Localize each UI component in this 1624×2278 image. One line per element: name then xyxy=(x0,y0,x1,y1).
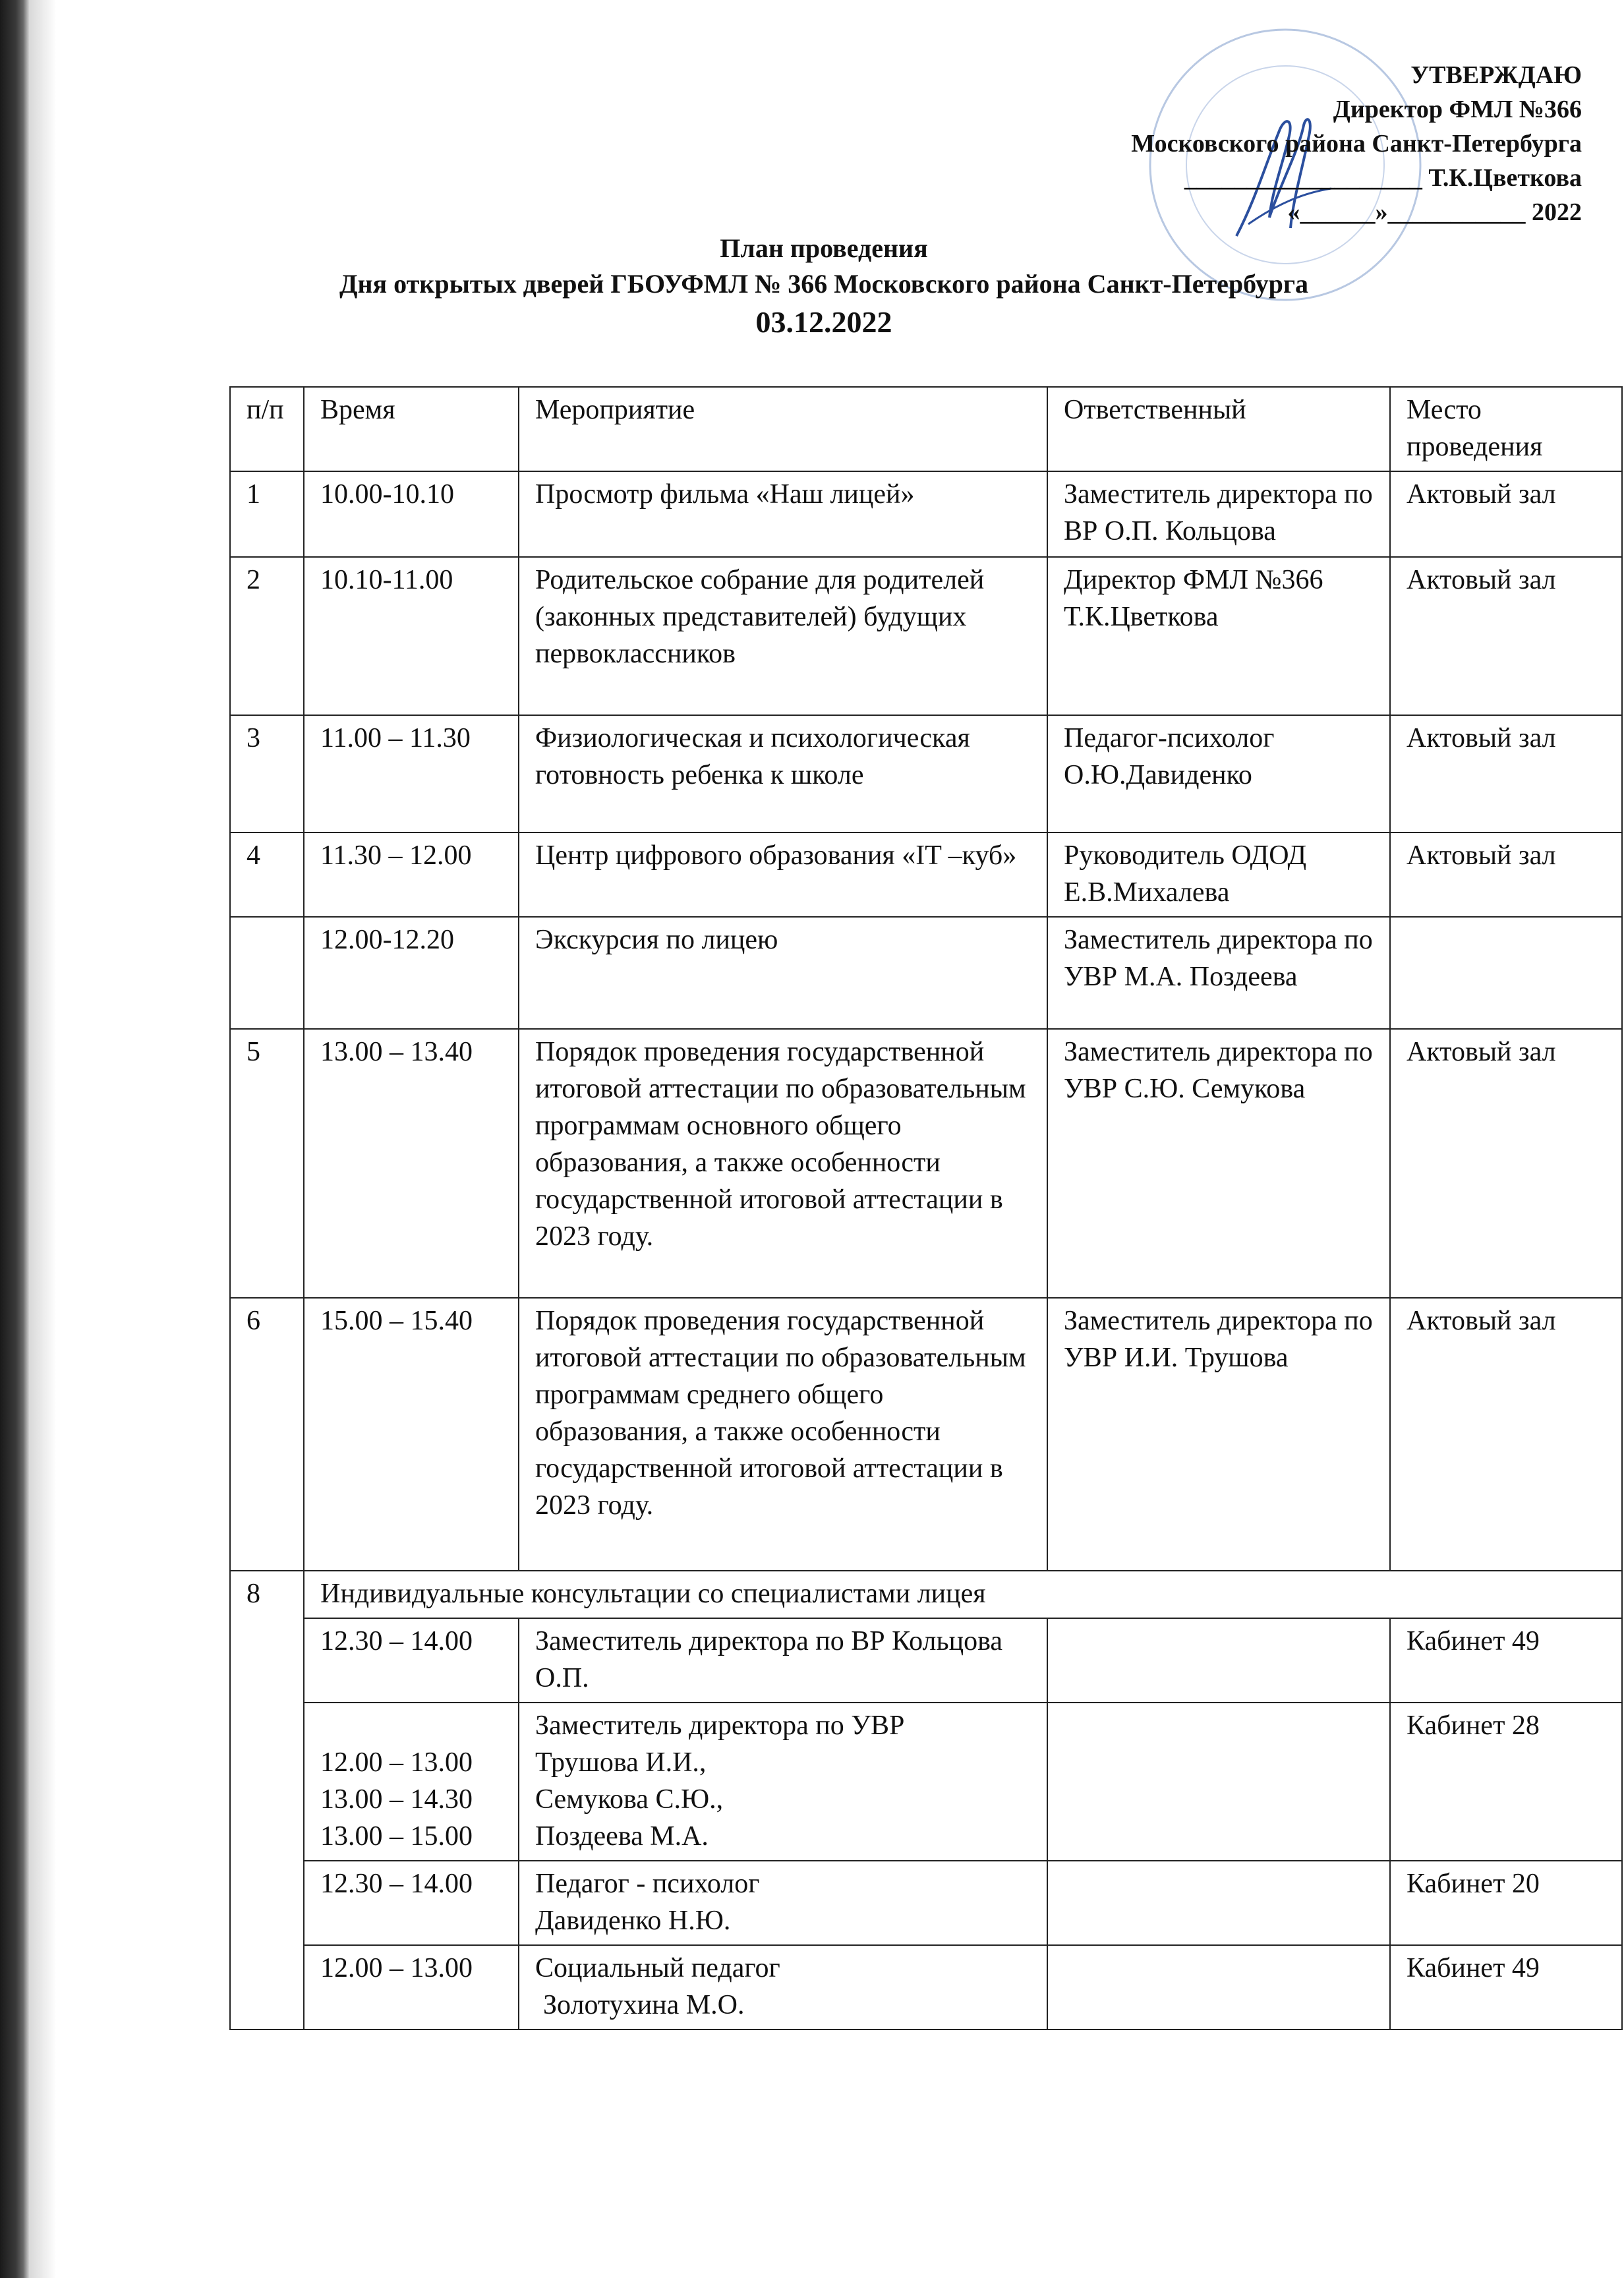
consult-times xyxy=(304,1703,519,1861)
row-place: Актовый зал xyxy=(1390,1029,1622,1298)
row-time: 13.00 – 13.40 xyxy=(304,1029,519,1298)
row-event: Родительское собрание для родителей (законных представителей) будущих первоклассников xyxy=(519,557,1047,715)
row-event: Порядок проведения государственной итоговой аттестации по образовательным программам основного общего образования, а также особенности государственной итоговой аттестации в 2023 году. xyxy=(519,1029,1047,1298)
row-responsible: Педагог-психолог О.Ю.Давиденко xyxy=(1047,715,1390,832)
row-time: 10.00-10.10 xyxy=(304,471,519,557)
consult-specialist xyxy=(519,1703,1047,1861)
consult-position: Социальный педагог xyxy=(535,1953,780,1983)
scan-dark-edge xyxy=(0,0,29,2278)
consult-place: Кабинет 49 xyxy=(1390,1945,1622,2030)
row-number: 4 xyxy=(230,832,304,917)
consult-name: Давиденко Н.Ю. xyxy=(535,1906,731,1936)
row-responsible: Директор ФМЛ №366 Т.К.Цветкова xyxy=(1047,557,1390,715)
consult-position: Заместитель директора по УВР xyxy=(535,1710,905,1741)
consult-empty-cell xyxy=(1047,1618,1390,1703)
row-place: Актовый зал xyxy=(1390,471,1622,557)
consult-row xyxy=(230,1945,1622,2030)
consult-place: Кабинет 28 xyxy=(1390,1703,1622,1861)
table-row xyxy=(230,1029,1622,1298)
table-header-row xyxy=(230,387,1622,471)
scan-light-edge xyxy=(29,0,55,2278)
row-number: 2 xyxy=(230,557,304,715)
row-responsible: Заместитель директора по УВР С.Ю. Семукова xyxy=(1047,1029,1390,1298)
consult-name: Золотухина М.О. xyxy=(543,1990,745,2020)
row-number: 6 xyxy=(230,1298,304,1571)
consult-specialist xyxy=(519,1861,1047,1945)
row-time: 11.30 – 12.00 xyxy=(304,832,519,917)
consult-empty-cell xyxy=(1047,1861,1390,1945)
consult-row xyxy=(230,1618,1622,1703)
row-event: Просмотр фильма «Наш лицей» xyxy=(519,471,1047,557)
title-line-2: Дня открытых дверей ГБОУФМЛ № 366 Московского района Санкт-Петербурга xyxy=(339,269,1309,299)
header-cell: Место проведения xyxy=(1390,387,1622,471)
consult-row xyxy=(230,1703,1622,1861)
consult-time: 13.00 – 15.00 xyxy=(320,1821,473,1852)
header-cell: Время xyxy=(304,387,519,471)
row-place: Актовый зал xyxy=(1390,832,1622,917)
row-place: Актовый зал xyxy=(1390,1298,1622,1571)
row-responsible: Заместитель директора по ВР О.П. Кольцова xyxy=(1047,471,1390,557)
consult-time: 12.00 – 13.00 xyxy=(304,1945,519,2030)
row-number: 8 xyxy=(230,1571,304,2030)
consult-time: 12.30 – 14.00 xyxy=(304,1861,519,1945)
header-cell: п/п xyxy=(230,387,304,471)
consult-name: Семукова С.Ю., xyxy=(535,1784,724,1815)
consult-header: Индивидуальные консультации со специалистами лицея xyxy=(304,1571,1622,1618)
row-time: 10.10-11.00 xyxy=(304,557,519,715)
consult-place: Кабинет 49 xyxy=(1390,1618,1622,1703)
consult-empty-cell xyxy=(1047,1703,1390,1861)
approval-block xyxy=(1131,58,1582,229)
consult-place: Кабинет 20 xyxy=(1390,1861,1622,1945)
row-time: 11.00 – 11.30 xyxy=(304,715,519,832)
row-number: 3 xyxy=(230,715,304,832)
approval-date-line: «______»___________ 2022 xyxy=(1287,198,1582,226)
title-line-1: План проведения xyxy=(720,233,928,263)
row-number xyxy=(230,917,304,1029)
row-place: Актовый зал xyxy=(1390,557,1622,715)
approval-district: Московского района Санкт-Петербурга xyxy=(1131,130,1582,158)
consult-empty-cell xyxy=(1047,1945,1390,2030)
table-row xyxy=(230,471,1622,557)
header-cell: Мероприятие xyxy=(519,387,1047,471)
plan-table xyxy=(229,386,1623,2030)
header-cell: Ответственный xyxy=(1047,387,1390,471)
consult-row xyxy=(230,1861,1622,1945)
approval-signature-line: ___________________ Т.К.Цветкова xyxy=(1184,164,1582,192)
row-responsible: Руководитель ОДОД Е.В.Михалева xyxy=(1047,832,1390,917)
row-event: Физиологическая и психологическая готовность ребенка к школе xyxy=(519,715,1047,832)
row-responsible: Заместитель директора по УВР М.А. Поздеева xyxy=(1047,917,1390,1029)
table-row xyxy=(230,917,1622,1029)
consult-header-row xyxy=(230,1571,1622,1618)
row-event: Порядок проведения государственной итоговой аттестации по образовательным программам среднего общего образования, а также особенности государственной итоговой аттестации в 2023 году. xyxy=(519,1298,1047,1571)
table-row xyxy=(230,832,1622,917)
title-date: 03.12.2022 xyxy=(755,305,892,339)
table-row xyxy=(230,715,1622,832)
row-responsible: Заместитель директора по УВР И.И. Трушова xyxy=(1047,1298,1390,1571)
consult-specialist xyxy=(519,1945,1047,2030)
consult-time: 13.00 – 14.30 xyxy=(320,1784,473,1815)
consult-time: 12.00 – 13.00 xyxy=(320,1747,473,1778)
row-event: Экскурсия по лицею xyxy=(519,917,1047,1029)
row-place: Актовый зал xyxy=(1390,715,1622,832)
consult-name: Трушова И.И., xyxy=(535,1747,707,1778)
row-event: Центр цифрового образования «IT –куб» xyxy=(519,832,1047,917)
table-row xyxy=(230,1298,1622,1571)
consult-name: Поздеева М.А. xyxy=(535,1821,709,1852)
table-row xyxy=(230,557,1622,715)
row-number: 1 xyxy=(230,471,304,557)
row-time: 15.00 – 15.40 xyxy=(304,1298,519,1571)
approval-position: Директор ФМЛ №366 xyxy=(1333,96,1582,123)
row-time: 12.00-12.20 xyxy=(304,917,519,1029)
consult-specialist: Заместитель директора по ВР Кольцова О.П. xyxy=(519,1618,1047,1703)
consult-position: Педагог - психолог xyxy=(535,1869,760,1899)
approval-heading: УТВЕРЖДАЮ xyxy=(1410,61,1582,89)
row-number: 5 xyxy=(230,1029,304,1298)
row-place xyxy=(1390,917,1622,1029)
consult-time: 12.30 – 14.00 xyxy=(304,1618,519,1703)
document-title xyxy=(132,231,1516,343)
